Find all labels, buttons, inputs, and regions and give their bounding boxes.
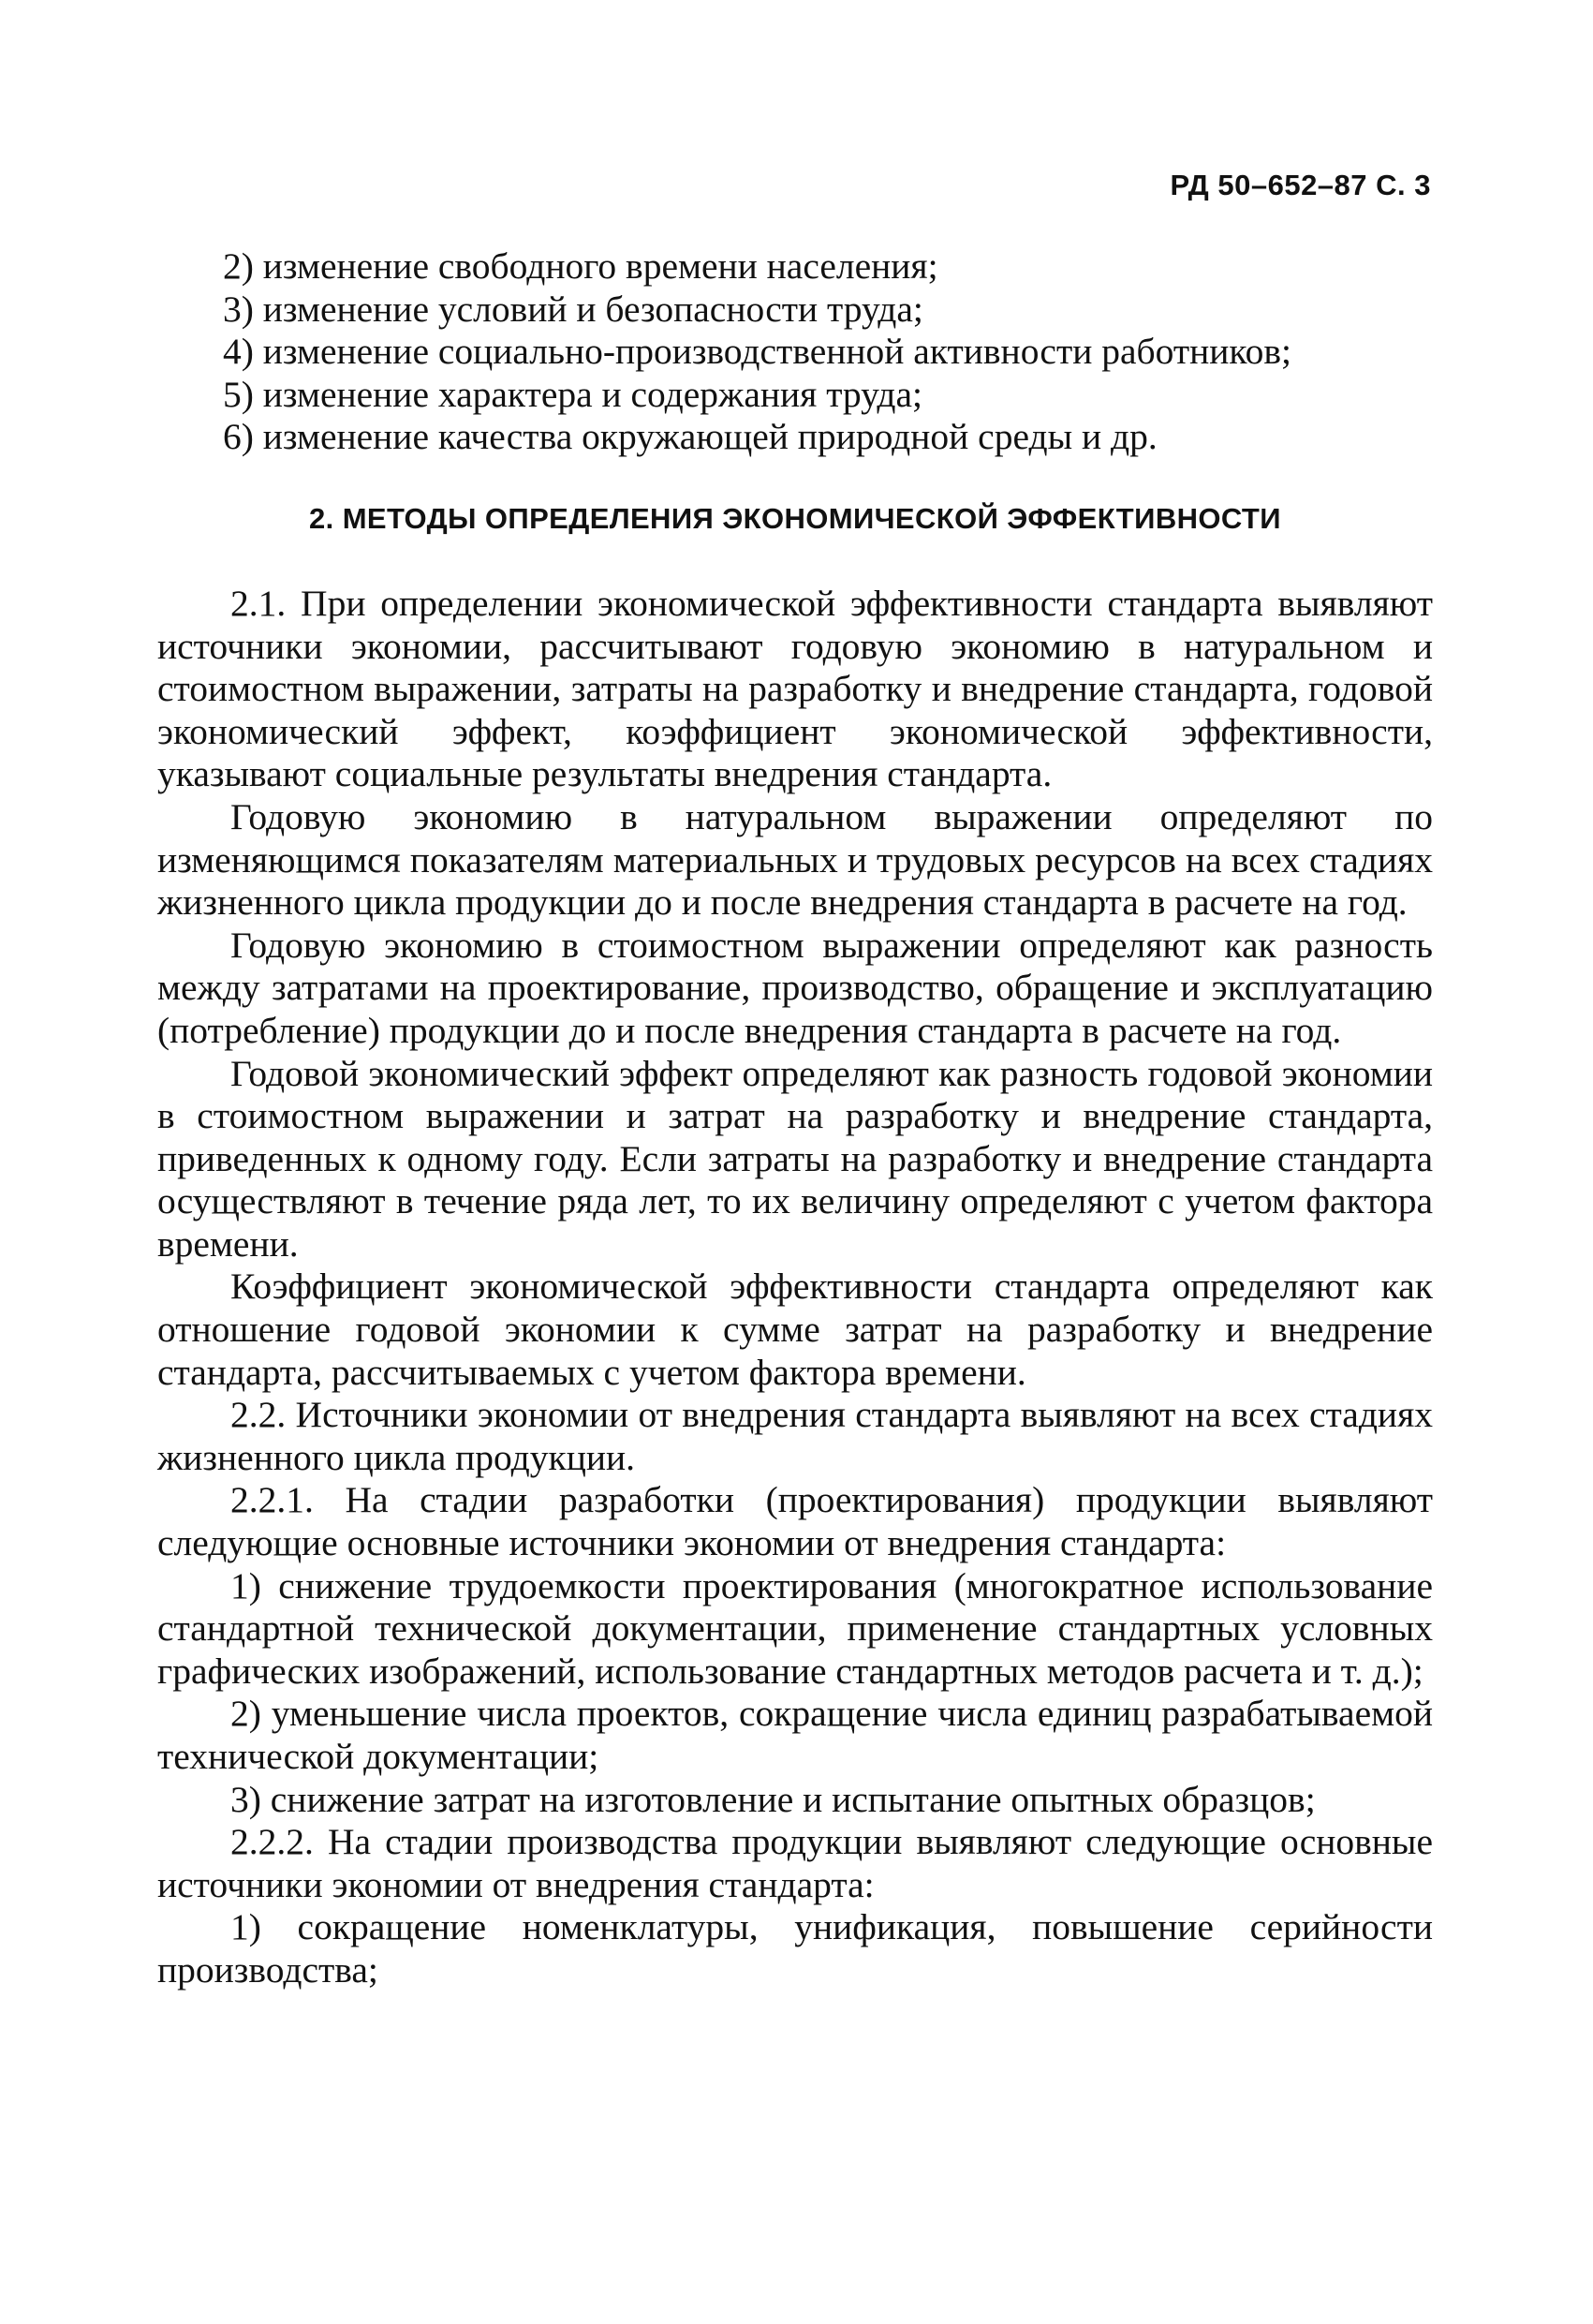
paragraph-annual-effect: Годовой экономический эффект определяют как разность годовой экономии в стоимостном выражении и затрат на разработку и внедрение стандарта, приведенных к одному году. Если затраты на разработку и внедрение стандарта осуществляют в течение ряда лет, то их величину определяют с учетом фактора времени.	[157, 1052, 1433, 1265]
list-item: 1) снижение трудоемкости проектирования (многократное использование стандартной технической документации, применение стандартных условных графических изображений, использование стандартных методов расчета и т. д.);	[157, 1564, 1433, 1692]
list-item: 6) изменение качества окружающей природной среды и др.	[223, 416, 1158, 458]
list-item: 5) изменение характера и содержания труда;	[223, 373, 923, 415]
list-item: 3) изменение условий и безопасности труда;	[223, 288, 923, 330]
section-heading: 2. МЕТОДЫ ОПРЕДЕЛЕНИЯ ЭКОНОМИЧЕСКОЙ ЭФФЕКТИВНОСТИ	[309, 501, 1281, 535]
page-header: РД 50–652–87 С. 3	[1170, 169, 1431, 201]
paragraph-2-1: 2.1. При определении экономической эффективности стандарта выявляют источники экономии, рассчитывают годовую экономию в натуральном и стоимостном выражении, затраты на разработку и внедрение стандарта, годовой экономический эффект, коэффициент экономической эффективности, указывают социальные результаты внедрения стандарта.	[157, 582, 1433, 795]
list-item: 2) уменьшение числа проектов, сокращение числа единиц разрабатываемой технической документации;	[157, 1693, 1433, 1777]
list-item: 1) сокращение номенклатуры, унификация, повышение серийности производства;	[157, 1906, 1433, 1991]
paragraph-2-2: 2.2. Источники экономии от внедрения стандарта выявляют на всех стадиях жизненного цикла продукции.	[157, 1394, 1433, 1478]
list-item: 4) изменение социально-производственной активности работников;	[223, 331, 1291, 373]
intro-list	[157, 245, 1433, 459]
paragraph-efficiency-coefficient: Коэффициент экономической эффективности стандарта определяют как отношение годовой экономии к сумме затрат на разработку и внедрение стандарта, рассчитываемых с учетом фактора времени.	[157, 1266, 1433, 1393]
paragraph-cost-savings: Годовую экономию в стоимостном выражении определяют как разность между затратами на проектирование, производство, обращение и эксплуатацию (потребление) продукции до и после внедрения стандарта в расчете на год.	[157, 924, 1433, 1051]
page-body	[157, 245, 1433, 1992]
paragraph-2-2-2: 2.2.2. На стадии производства продукции выявляют следующие основные источники экономии от внедрения стандарта:	[157, 1821, 1433, 1905]
paragraph-natural-savings: Годовую экономию в натуральном выражении определяют по изменяющимся показателям материальных и трудовых ресурсов на всех стадиях жизненного цикла продукции до и после внедрения стандарта в расчете на год.	[157, 795, 1433, 924]
list-item: 3) снижение затрат на изготовление и испытание опытных образцов;	[230, 1778, 1316, 1820]
list-item: 2) изменение свободного времени населения;	[223, 245, 938, 287]
paragraph-2-2-1: 2.2.1. На стадии разработки (проектирования) продукции выявляют следующие основные источники экономии от внедрения стандарта:	[157, 1479, 1433, 1564]
